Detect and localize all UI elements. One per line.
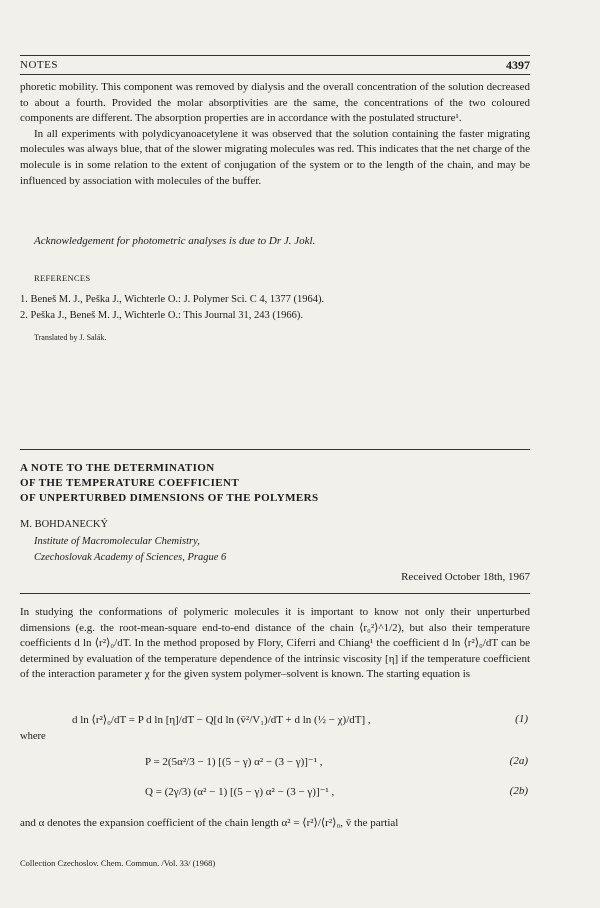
- article-intro: [20, 605, 530, 683]
- references-heading: REFERENCES: [34, 273, 91, 283]
- equation-1: d ln ⟨r²⟩₀/dT = P d ln [η]/dT − Q[d ln (v̄²/V₁)/dT + d ln (½ − χ)/dT] ,: [72, 714, 371, 726]
- author: M. BOHDANECKÝ: [20, 519, 109, 530]
- equation-2b: Q = (2γ/3) (α² − 1) [(5 − γ) α² − (3 − γ)]⁻¹ ,: [145, 786, 335, 798]
- equation-number: (1): [515, 713, 528, 725]
- paragraph: In studying the conformations of polymeric molecules it is important to know not only their unperturbed dimensions (e.g. the root-mean-square end-to-end distance of the chain ⟨r₀²⟩^1/2), but also their temperature coefficients d ln ⟨r²⟩₀/dT. In the method proposed by Flory, Ciferri and Chiang¹ the coefficient d ln ⟨r²⟩₀/dT can be determined by evaluation of the temperature dependence of the intrinsic viscosity [η] if the temperature coefficient of the interaction parameter χ for the given system polymer–solvent is known. The starting equation is: [20, 606, 530, 681]
- where-label: where: [20, 731, 46, 742]
- journal-footer: Collection Czechoslov. Chem. Commun. /Vol. 33/ (1968): [20, 858, 216, 868]
- previous-note-text: [20, 80, 530, 189]
- reference-item: 1. Beneš M. J., Peška J., Wichterle O.: J. Polymer Sci. C 4, 1377 (1964).: [20, 294, 325, 305]
- section-divider: [20, 449, 530, 450]
- closing-text: [20, 816, 530, 832]
- running-header: [20, 55, 530, 75]
- translator-credit: Translated by J. Salák.: [34, 333, 107, 342]
- equation-number: (2a): [509, 755, 528, 767]
- paragraph: phoretic mobility. This component was removed by dialysis and the overall concentration of the solution decreased to about a fourth. Provided the molar absorptivities are the same, the concentrations of the two coloured components are different. The absorption properties are in accordance with the postulated structure¹.: [20, 81, 530, 125]
- received-date: Received October 18th, 1967: [401, 571, 530, 583]
- article-title-line: A NOTE TO THE DETERMINATION: [20, 462, 215, 474]
- equation-number: (2b): [509, 785, 528, 797]
- reference-item: 2. Peška J., Beneš M. J., Wichterle O.: This Journal 31, 243 (1966).: [20, 310, 303, 321]
- paragraph: In all experiments with polydicyanoacetylene it was observed that the solution containing the faster migrating molecules was always blue, that of the slower migrating molecules was red. This indicates that the net charge of the molecule is in some relation to the extent of conjugation of the system or to the length of the chain, and may be influenced by association with molecules of the buffer.: [20, 127, 530, 187]
- equation-2a: P = 2(5α²/3 − 1) [(5 − γ) α² − (3 − γ)]⁻¹ ,: [145, 756, 323, 768]
- section-divider: [20, 593, 530, 594]
- institute-line: Institute of Macromolecular Chemistry,: [34, 536, 200, 547]
- section-label: NOTES: [20, 59, 58, 71]
- paragraph: and α denotes the expansion coefficient of the chain length α² = ⟨r²⟩/⟨r²⟩₀, v̄ the partial: [20, 817, 399, 829]
- acknowledgement: Acknowledgement for photometric analyses is due to Dr J. Jokl.: [34, 235, 316, 247]
- page-number: 4397: [506, 58, 530, 72]
- article-title-line: OF UNPERTURBED DIMENSIONS OF THE POLYMERS: [20, 492, 319, 504]
- article-title-line: OF THE TEMPERATURE COEFFICIENT: [20, 477, 240, 489]
- institute-line: Czechoslovak Academy of Sciences, Prague 6: [34, 552, 227, 563]
